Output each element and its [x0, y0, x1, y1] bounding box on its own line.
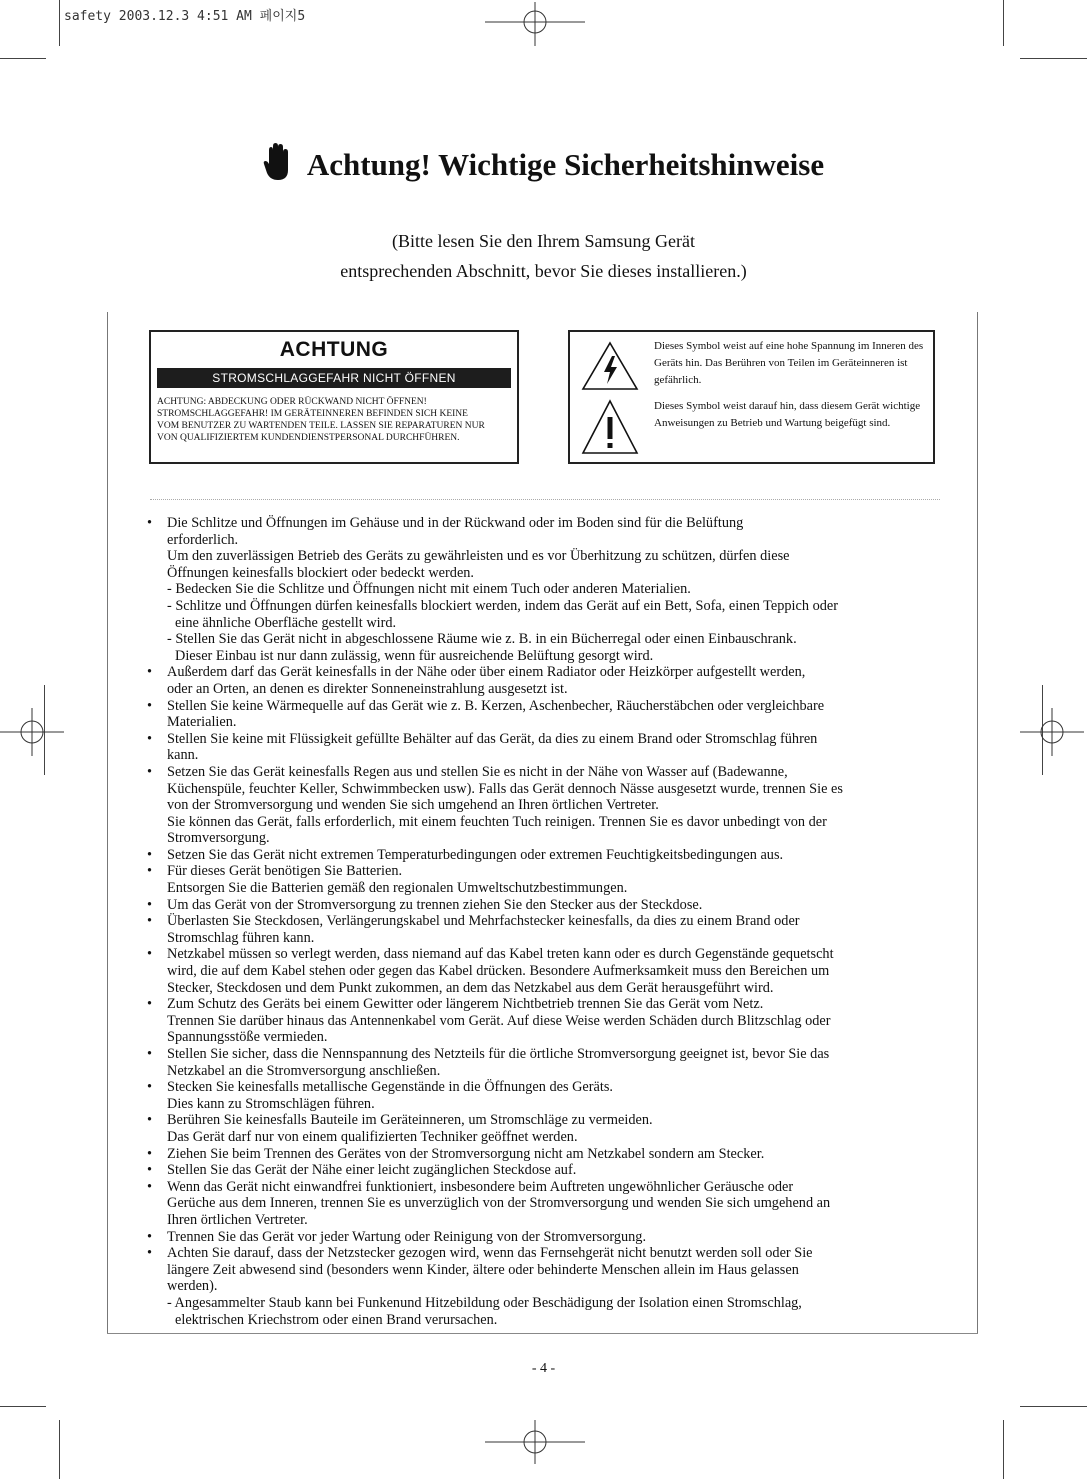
bullet-line: Trennen Sie das Gerät vor jeder Wartung oder Reinigung von der Stromversorgung. [167, 1228, 647, 1245]
crop-mark [1020, 58, 1087, 59]
registration-mark-icon [485, 1420, 585, 1464]
bullet-line: Überlasten Sie Steckdosen, Verlängerungskabel und Mehrfachstecker keinesfalls, da dies zu einem Brand oder [167, 913, 800, 930]
crop-mark [59, 1420, 60, 1479]
bullet-marker: • [147, 1145, 153, 1162]
bullet-line: von der Stromversorgung und wenden Sie sich umgehend an Ihren örtlichen Vertreter. [167, 797, 659, 814]
bullet-line: Öffnungen keinesfalls blockiert oder bedeckt werden. [167, 564, 475, 581]
page-title: Achtung! Wichtige Sicherheitshinweise [306, 146, 825, 182]
warning-line: VOM BENUTZER ZU WARTENDEN TEILE. LASSEN SIE REPARATUREN NUR [157, 421, 485, 431]
bullet-item [145, 897, 945, 914]
bullet-marker: • [147, 996, 153, 1013]
bullet-line: Spannungsstöße vermieden. [167, 1029, 328, 1046]
bullet-line: Berühren Sie keinesfalls Bauteile im Geräteinneren, um Stromschläge zu vermeiden. [167, 1112, 653, 1129]
bullet-item [145, 1112, 945, 1145]
bullet-item [145, 1229, 945, 1246]
frame-border [107, 1333, 978, 1334]
bullet-line: Trennen Sie darüber hinaus das Antennenkabel vom Gerät. Auf diese Weise werden Schäden durch Blitzschlag oder [167, 1012, 831, 1029]
bullet-line: Außerdem darf das Gerät keinesfalls in der Nähe oder über einem Radiator oder Heizkörper aufgestellt werden, [167, 664, 806, 681]
exclamation-symbol-text: Dieses Symbol weist darauf hin, dass diesem Gerät wichtige Anweisungen zu Betrieb und Wartung beigefügt sind. [654, 400, 921, 429]
bullet-line: Stellen Sie das Gerät der Nähe einer leicht zugänglichen Steckdose auf. [167, 1162, 577, 1179]
subtitle-line: entsprechenden Abschnitt, bevor Sie dieses installieren.) [340, 261, 747, 281]
bullet-line: - Bedecken Sie die Schlitze und Öffnungen nicht mit einem Tuch oder anderen Materialien. [167, 581, 691, 598]
crop-mark [0, 58, 46, 59]
bullet-line: längere Zeit abwesend sind (besonders wenn Kinder, ältere oder behinderte Menschen allein im Haus gelassen [167, 1261, 799, 1278]
bullet-line: Für dieses Gerät benötigen Sie Batterien. [167, 863, 403, 880]
exclamation-warning-icon [580, 398, 640, 456]
bullet-item [145, 515, 945, 664]
bullet-line: Zum Schutz des Geräts bei einem Gewitter oder längerem Nichtbetrieb trennen Sie das Gerät vom Netz. [167, 996, 764, 1013]
bullet-line: Dieser Einbau ist nur dann zulässig, wenn für ausreichende Belüftung gesorgt wird. [175, 647, 654, 664]
separator [150, 499, 940, 500]
bullet-item [145, 731, 945, 764]
bullet-marker: • [147, 1162, 153, 1179]
bullet-item [145, 1046, 945, 1079]
bullet-line: kann. [167, 747, 199, 764]
warning-text [157, 396, 511, 444]
bullet-marker: • [147, 1112, 153, 1129]
symbol-legend [568, 330, 935, 464]
crop-mark [1020, 1406, 1087, 1407]
bullet-marker: • [147, 1079, 153, 1096]
crop-mark [59, 0, 60, 46]
crop-mark [0, 1406, 46, 1407]
bullet-item [145, 1162, 945, 1179]
bullet-item [145, 1146, 945, 1163]
bullet-line: Stromversorgung. [167, 830, 270, 847]
warning-line: STROMSCHLAGGEFAHR! IM GERÄTEINNEREN BEFINDEN SICH KEINE [157, 409, 468, 419]
bullet-item [145, 1179, 945, 1229]
warning-heading: ACHTUNG [279, 338, 389, 361]
bullet-line: Das Gerät darf nur von einem qualifizierten Techniker geöffnet werden. [167, 1128, 578, 1145]
voltage-symbol-text: Dieses Symbol weist auf eine hohe Spannung im Inneren des Geräts hin. Das Berühren von Teilen im Geräteinneren ist gefährlich. [654, 340, 924, 386]
warning-line: ACHTUNG: ABDECKUNG ODER RÜCKWAND NICHT ÖFFNEN! [157, 397, 427, 407]
bullet-item [145, 664, 945, 697]
registration-mark-icon [1020, 708, 1084, 756]
frame-border [107, 312, 108, 1334]
bullet-item [145, 913, 945, 946]
bullet-item [145, 1245, 945, 1328]
safety-instructions [145, 515, 945, 1328]
bullet-line: Wenn das Gerät nicht einwandfrei funktioniert, insbesondere beim Auftreten ungewöhnlicher Geräusche oder [167, 1178, 794, 1195]
bullet-line: Setzen Sie das Gerät nicht extremen Temperaturbedingungen oder extremen Feuchtigkeitsbedingungen aus. [167, 846, 784, 863]
print-header: safety 2003.12.3 4:51 AM 페이지5 [64, 9, 306, 24]
bullet-marker: • [147, 1245, 153, 1262]
bullet-marker: • [147, 896, 153, 913]
bullet-marker: • [147, 515, 153, 531]
title-row [0, 142, 1087, 187]
bullet-marker: • [147, 846, 153, 863]
bullet-item [145, 698, 945, 731]
bullet-line: - Stellen Sie das Gerät nicht in abgeschlossene Räume wie z. B. in ein Bücherregal oder einen Einbauschrank. [167, 631, 797, 648]
frame-border [977, 312, 978, 1334]
bullet-marker: • [147, 1046, 153, 1062]
bullet-item [145, 946, 945, 996]
bullet-line: Netzkabel an die Stromversorgung anschließen. [167, 1062, 441, 1079]
bullet-line: erforderlich. [167, 531, 239, 548]
bullet-line: werden). [167, 1278, 218, 1295]
bullet-item [145, 863, 945, 896]
bullet-line: Küchenspüle, feuchter Keller, Schwimmbecken usw). Falls das Gerät dennoch Nässe ausgesetzt wurde, trennen Sie es [167, 780, 843, 797]
bullet-line: Um das Gerät von der Stromversorgung zu trennen ziehen Sie den Stecker aus der Steckdose. [167, 896, 703, 913]
bullet-line: Dies kann zu Stromschlägen führen. [167, 1095, 375, 1112]
bullet-marker: • [147, 1178, 153, 1195]
high-voltage-icon [580, 340, 640, 392]
bullet-line: Ziehen Sie beim Trennen des Gerätes von der Stromversorgung nicht am Netzkabel sondern am Stecker. [167, 1145, 765, 1162]
bullet-item [145, 996, 945, 1046]
warning-label [149, 330, 519, 464]
bullet-item [145, 1079, 945, 1112]
bullet-marker: • [147, 946, 153, 963]
bullet-line: Stellen Sie sicher, dass die Nennspannung des Netzteils für die örtliche Stromversorgung geeignet ist, bevor Sie das [167, 1046, 830, 1062]
bullet-line: Gerüche aus dem Inneren, trennen Sie es unverzüglich von der Stromversorgung und wenden Sie sich umgehend an [167, 1195, 831, 1212]
bullet-line: Stellen Sie keine Wärmequelle auf das Gerät wie z. B. Kerzen, Aschenbecher, Räucherstäbchen oder vergleichbare [167, 697, 825, 714]
stop-hand-icon [263, 142, 289, 187]
crop-mark [1003, 1420, 1004, 1479]
bullet-line: Stromschlag führen kann. [167, 929, 315, 946]
subtitle-line: (Bitte lesen Sie den Ihrem Samsung Gerät [392, 231, 695, 251]
bullet-line: Setzen Sie das Gerät keinesfalls Regen aus und stellen Sie es nicht in der Nähe von Wasser auf (Badewanne, [167, 763, 788, 780]
bullet-line: elektrischen Kriechstrom oder einen Brand verursachen. [175, 1311, 498, 1328]
warning-bar: STROMSCHLAGGEFAHR NICHT ÖFFNEN [157, 368, 511, 388]
bullet-line: wird, die auf dem Kabel stehen oder gegen das Kabel drücken. Besondere Aufmerksamkeit muss den Bereichen um [167, 963, 830, 980]
warning-line: VON QUALIFIZIERTEM KUNDENDIENSTPERSONAL DURCHFÜHREN. [157, 433, 460, 443]
bullet-marker: • [147, 913, 153, 930]
bullet-line: - Schlitze und Öffnungen dürfen keinesfalls blockiert werden, indem das Gerät auf ein Bett, Sofa, einen Teppich oder [167, 597, 839, 614]
bullet-line: Stecken Sie keinesfalls metallische Gegenstände in die Öffnungen des Geräts. [167, 1079, 613, 1096]
bullet-line: oder an Orten, an denen es direkter Sonneneinstrahlung ausgesetzt ist. [167, 680, 568, 697]
bullet-line: Achten Sie darauf, dass der Netzstecker gezogen wird, wenn das Fernsehgerät nicht benutzt werden soll oder Sie [167, 1245, 813, 1262]
crop-mark [1003, 0, 1004, 46]
bullet-item [145, 847, 945, 864]
bullet-marker: • [147, 697, 153, 714]
bullet-line: Materialien. [167, 714, 237, 731]
bullet-line: eine ähnliche Oberfläche gestellt wird. [175, 614, 397, 631]
bullet-marker: • [147, 863, 153, 880]
registration-mark-icon [485, 2, 585, 46]
bullet-item [145, 764, 945, 847]
bullet-line: Sie können das Gerät, falls erforderlich, mit einem feuchten Tuch reinigen. Trennen Sie es davor unbedingt von der [167, 813, 827, 830]
bullet-marker: • [147, 730, 153, 747]
bullet-marker: • [147, 664, 153, 681]
registration-mark-icon [0, 708, 64, 756]
bullet-line: Netzkabel müssen so verlegt werden, dass niemand auf das Kabel treten kann oder es durch Gegenstände gequetscht [167, 946, 834, 963]
bullet-line: Die Schlitze und Öffnungen im Gehäuse und in der Rückwand oder im Boden sind für die Belüftung [167, 515, 744, 531]
bullet-line: - Angesammelter Staub kann bei Funkenund Hitzebildung oder Beschädigung der Isolation einen Stromschlag, [167, 1294, 802, 1311]
bullet-line: Stellen Sie keine mit Flüssigkeit gefüllte Behälter auf das Gerät, da dies zu einem Brand oder Stromschlag führen [167, 730, 818, 747]
bullet-line: Ihren örtlichen Vertreter. [167, 1211, 308, 1228]
bullet-line: Entsorgen Sie die Batterien gemäß den regionalen Umweltschutzbestimmungen. [167, 880, 628, 897]
bullet-marker: • [147, 1228, 153, 1245]
subtitle [0, 226, 1087, 286]
bullet-line: Um den zuverlässigen Betrieb des Geräts zu gewährleisten und es vor Überhitzung zu schützen, dürfen diese [167, 548, 790, 565]
bullet-marker: • [147, 763, 153, 780]
bullet-line: Stecker, Steckdosen und dem Punkt zukommen, an dem das Netzkabel aus dem Gerät herausgeführt wird. [167, 979, 774, 996]
page-number: - 4 - [531, 1361, 556, 1376]
